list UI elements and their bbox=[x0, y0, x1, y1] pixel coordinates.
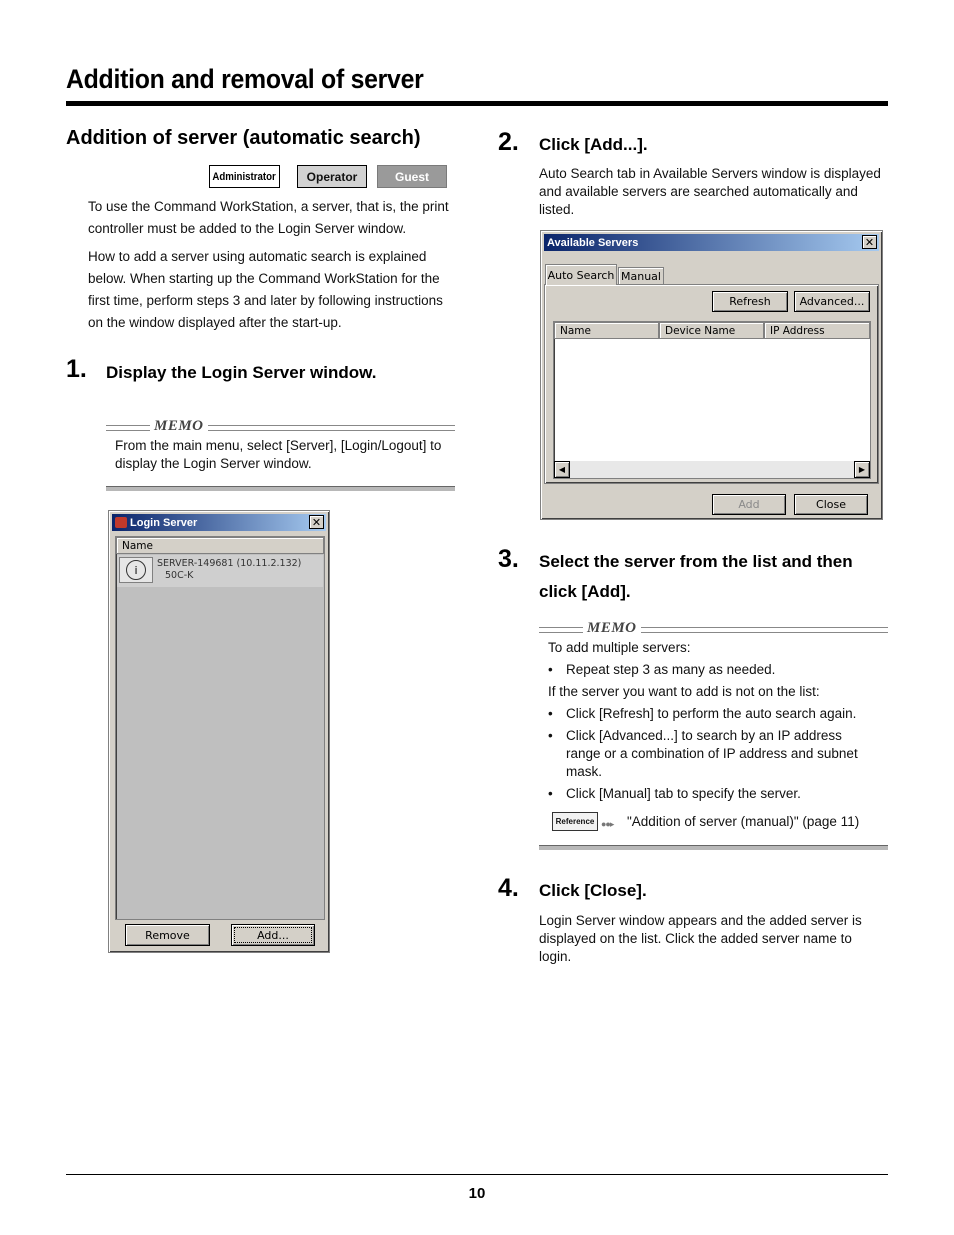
server-model: 50C-K bbox=[165, 570, 194, 581]
memo-list-b bbox=[548, 705, 888, 803]
arrow-icon: ●●▸ bbox=[601, 819, 614, 829]
remove-button[interactable]: Remove bbox=[125, 924, 210, 946]
step-4-text: Login Server window appears and the added server is displayed on the list. Click the added server name to login. bbox=[539, 913, 862, 964]
list-item: • Click [Advanced...] to search by an IP address range or a combination of IP address and subnet mask. bbox=[548, 727, 888, 781]
memo-intro: To add multiple servers: bbox=[548, 640, 691, 655]
window-title: Login Server bbox=[130, 516, 198, 529]
server-results-list[interactable] bbox=[553, 321, 871, 479]
reference-row bbox=[548, 811, 888, 833]
intro-paragraph-2: How to add a server using automatic search is explained below. When starting up the Command WorkStation for the first time, perform steps 3 and later by following instructions on the window displayed after the start-up. bbox=[88, 249, 443, 330]
horizontal-scrollbar[interactable] bbox=[554, 461, 870, 478]
tab-auto-search[interactable]: Auto Search bbox=[545, 264, 617, 285]
memo-mid: If the server you want to add is not on the list: bbox=[548, 684, 820, 699]
scroll-left-icon[interactable]: ◀ bbox=[554, 461, 570, 478]
footer-rule bbox=[66, 1174, 888, 1175]
scroll-right-icon[interactable]: ▶ bbox=[854, 461, 870, 478]
available-servers-titlebar[interactable] bbox=[544, 234, 879, 251]
list-item: • Click [Refresh] to perform the auto search again. bbox=[548, 705, 888, 723]
close-button[interactable]: Close bbox=[794, 494, 868, 515]
column-header-ip-address[interactable]: IP Address bbox=[764, 322, 870, 339]
available-servers-window bbox=[540, 230, 883, 520]
reference-link[interactable]: "Addition of server (manual)" (page 11) bbox=[627, 814, 860, 829]
step-3-number: 3. bbox=[498, 545, 519, 573]
memo-bottom-rule bbox=[106, 486, 455, 491]
tab-panel bbox=[544, 284, 879, 484]
step-1-title: Display the Login Server window. bbox=[106, 363, 377, 382]
refresh-button[interactable]: Refresh bbox=[712, 291, 788, 312]
server-name: SERVER-149681 (10.11.2.132) bbox=[157, 558, 302, 569]
title-rule bbox=[66, 101, 888, 106]
window-app-icon bbox=[115, 517, 127, 528]
step-2-text: Auto Search tab in Available Servers window is displayed and available servers are searched automatically and listed. bbox=[539, 166, 881, 217]
close-icon[interactable]: ✕ bbox=[862, 235, 877, 249]
tab-manual[interactable]: Manual bbox=[618, 267, 664, 285]
section-title: Addition of server (automatic search) bbox=[66, 127, 421, 149]
server-status-icon: i bbox=[119, 557, 153, 583]
login-server-window bbox=[108, 510, 330, 953]
step-4-title: Click [Close]. bbox=[539, 881, 647, 900]
page-number: 10 bbox=[468, 1185, 486, 1202]
add-button[interactable]: Add... bbox=[231, 924, 315, 946]
add-button[interactable]: Add bbox=[712, 494, 786, 515]
column-header-device-name[interactable]: Device Name bbox=[659, 322, 764, 339]
list-item: • Click [Manual] tab to specify the server. bbox=[548, 785, 888, 803]
step-3-title-line-1: Select the server from the list and then bbox=[539, 552, 853, 571]
memo-text bbox=[548, 639, 888, 833]
role-badge-operator: Operator bbox=[297, 165, 367, 188]
reference-badge: Reference bbox=[552, 812, 598, 831]
list-item[interactable] bbox=[117, 555, 323, 587]
step-4-number: 4. bbox=[498, 874, 519, 902]
login-server-titlebar[interactable] bbox=[112, 514, 326, 531]
memo-label: MEMO bbox=[150, 418, 208, 435]
server-list[interactable] bbox=[115, 536, 325, 920]
column-header-name[interactable]: Name bbox=[554, 322, 659, 339]
advanced-button[interactable]: Advanced... bbox=[794, 291, 870, 312]
memo-bottom-rule bbox=[539, 845, 888, 850]
memo-text: From the main menu, select [Server], [Login/Logout] to display the Login Server window. bbox=[115, 438, 442, 471]
memo-label: MEMO bbox=[583, 620, 641, 637]
step-3-title-line-2: click [Add]. bbox=[539, 582, 631, 601]
memo-list-a bbox=[548, 661, 888, 679]
list-item: • Repeat step 3 as many as needed. bbox=[548, 661, 888, 679]
step-2-title: Click [Add...]. bbox=[539, 135, 648, 154]
window-title: Available Servers bbox=[547, 236, 639, 249]
intro-paragraph-1: To use the Command WorkStation, a server, that is, the print controller must be added to the Login Server window. bbox=[88, 199, 449, 236]
role-badge-guest: Guest bbox=[377, 165, 447, 188]
step-2-number: 2. bbox=[498, 128, 519, 156]
column-header-name[interactable]: Name bbox=[116, 537, 324, 554]
step-1-number: 1. bbox=[66, 355, 87, 383]
page-title: Addition and removal of server bbox=[66, 64, 424, 94]
role-label: Administrator bbox=[212, 170, 277, 183]
role-badge-administrator bbox=[209, 165, 280, 188]
close-icon[interactable]: ✕ bbox=[309, 515, 324, 529]
